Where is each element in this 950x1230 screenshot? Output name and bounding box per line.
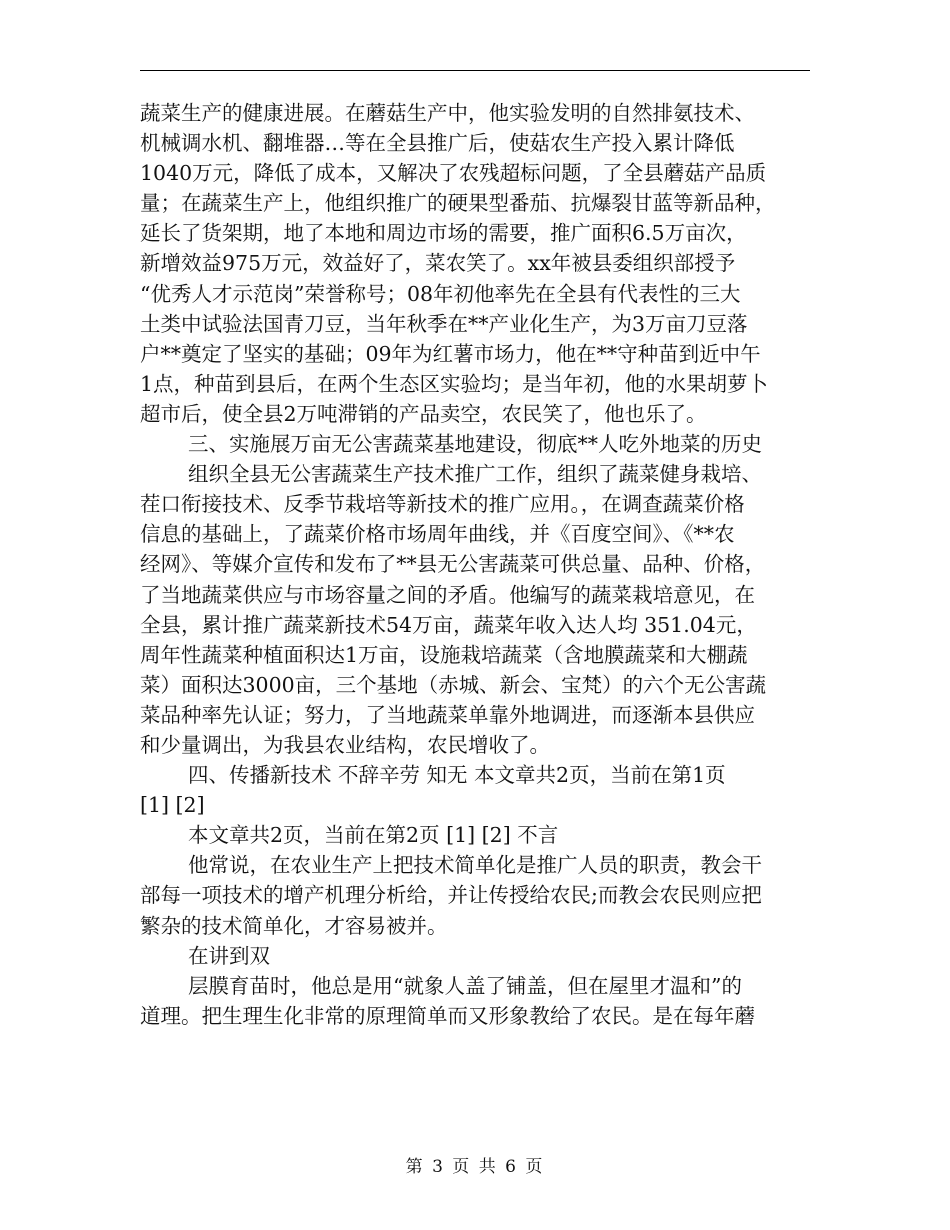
text-line: 三、实施展万亩无公害蔬菜基地建设，彻底**人吃外地菜的历史 bbox=[188, 432, 762, 457]
text-line: 繁杂的技术简单化，才容易被并。 bbox=[140, 913, 448, 938]
text-line: 四、传播新技术 不辞辛劳 知无 本文章共2页，当前在第1页 bbox=[188, 763, 726, 788]
text-line: 和少量调出，为我县农业结构，农民增收了。 bbox=[140, 732, 550, 757]
text-line: 在讲到双 bbox=[188, 943, 270, 968]
header-rule bbox=[140, 70, 810, 71]
text-line: 蔬菜生产的健康进展。在蘑菇生产中，他实验发明的自然排氨技术、 bbox=[140, 101, 755, 125]
text-line: 新增效益975万元，效益好了，菜农笑了。xx年被县委组织部授予 bbox=[140, 251, 736, 276]
text-line: 全县，累计推广蔬菜新技术54万亩，蔬菜年收入达人均 351.04元， bbox=[140, 612, 757, 637]
document-body bbox=[140, 98, 810, 1031]
text-line: 本文章共2页，当前在第2页 [1] [2] 不言 bbox=[188, 823, 559, 848]
text-line: [1] [2] bbox=[140, 793, 205, 818]
text-line: “优秀人才示范岗”荣誉称号；08年初他率先在全县有代表性的三大 bbox=[140, 281, 741, 306]
text-line: 了当地蔬菜供应与市场容量之间的矛盾。他编写的蔬菜栽培意见，在 bbox=[140, 582, 755, 607]
text-line: 量；在蔬菜生产上，他组织推广的硬果型番茄、抗爆裂甘蓝等新品种， bbox=[140, 191, 776, 216]
text-line: 户**奠定了坚实的基础；09年为红薯市场力，他在**守种苗到近中午 bbox=[140, 341, 761, 366]
text-line: 茬口衔接技术、反季节栽培等新技术的推广应用。，在调查蔬菜价格 bbox=[140, 492, 745, 517]
text-line: 1点，种苗到县后，在两个生态区实验均；是当年初，他的水果胡萝卜 bbox=[140, 371, 769, 396]
text-line: 菜品种率先认证；努力，了当地蔬菜单靠外地调进，而逐渐本县供应 bbox=[140, 702, 755, 727]
text-line: 周年性蔬菜种植面积达1万亩，设施栽培蔬菜（含地膜蔬菜和大棚蔬 bbox=[140, 642, 748, 667]
page-footer: 第 3 页 共 6 页 bbox=[405, 1157, 545, 1177]
text-line: 机械调水机、翻堆器…等在全县推广后，使菇农生产投入累计降低 bbox=[140, 131, 735, 156]
text-line: 超市后，使全县2万吨滞销的产品卖空，农民笑了，他也乐了。 bbox=[140, 401, 707, 426]
text-line: 部每一项技术的增产机理分析给，并让传授给农民;而教会农民则应把 bbox=[140, 883, 762, 908]
text-line: 道理。把生理生化非常的原理简单而又形象教给了农民。是在每年蘑 bbox=[140, 1003, 755, 1028]
text-line: 菜）面积达3000亩，三个基地（赤城、新会、宝梵）的六个无公害蔬 bbox=[140, 672, 767, 697]
text-line: 延长了货架期，地了本地和周边市场的需要，推广面积6.5万亩次， bbox=[140, 221, 747, 246]
text-line: 1040万元，降低了成本，又解决了农残超标问题，了全县蘑菇产品质 bbox=[140, 161, 767, 186]
text-line: 层膜育苗时，他总是用“就象人盖了铺盖，但在屋里才温和”的 bbox=[188, 973, 742, 998]
text-line: 经网》、等媒介宣传和发布了**县无公害蔬菜可供总量、品种、价格， bbox=[140, 552, 766, 577]
text-line: 信息的基础上，了蔬菜价格市场周年曲线，并《百度空间》、《**农 bbox=[140, 522, 735, 547]
text-line: 组织全县无公害蔬菜生产技术推广工作，组织了蔬菜健身栽培、 bbox=[188, 462, 762, 487]
text-line: 他常说，在农业生产上把技术简单化是推广人员的职责，教会干 bbox=[188, 853, 762, 878]
text-line: 土类中试验法国青刀豆，当年秋季在**产业化生产，为3万亩刀豆落 bbox=[140, 311, 748, 336]
